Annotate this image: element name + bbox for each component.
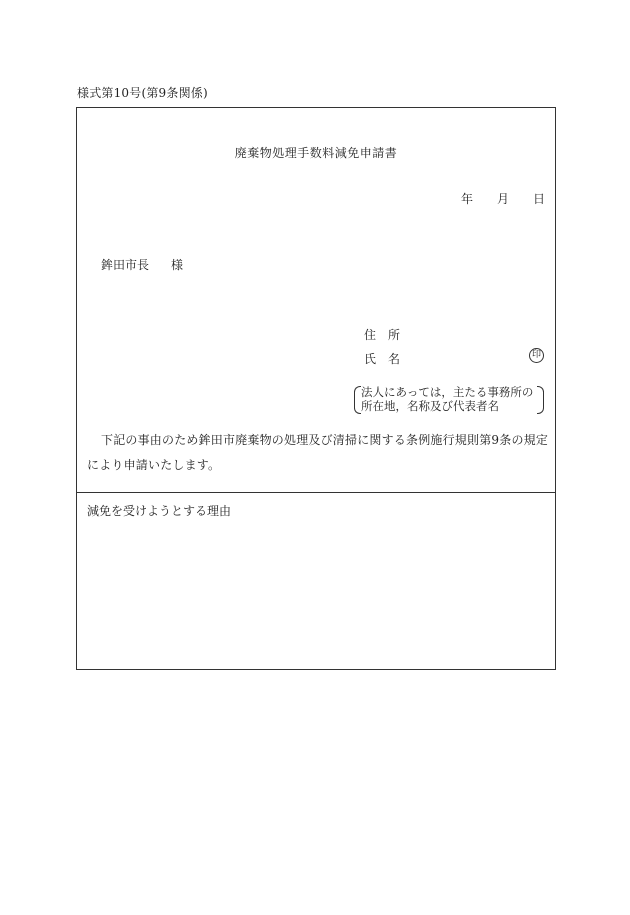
date-year-label: 年	[461, 192, 474, 206]
seal-mark: 印	[529, 348, 544, 363]
section-divider	[77, 492, 555, 493]
bracket-right	[537, 386, 544, 414]
form-number: 様式第10号(第9条関係)	[77, 86, 208, 100]
statement-line-2: により申請いたします。	[87, 458, 221, 472]
application-form	[76, 107, 556, 670]
name-label: 氏 名	[364, 352, 401, 366]
corporation-note-line-1: 法人にあっては，主たる事務所の	[361, 385, 534, 399]
reason-label: 減免を受けようとする理由	[87, 504, 232, 518]
corporation-note	[354, 385, 544, 413]
statement-line-1: 下記の事由のため鉾田市廃棄物の処理及び清掃に関する条例施行規則第9条の規定	[101, 433, 549, 447]
addressee-name: 鉾田市長	[101, 258, 150, 272]
address-label: 住 所	[364, 328, 401, 342]
application-statement	[87, 428, 549, 478]
bracket-left	[354, 386, 361, 414]
date-month-label: 月	[497, 192, 510, 206]
addressee-honorific: 様	[171, 258, 184, 272]
date-day-label: 日	[533, 192, 546, 206]
addressee	[101, 256, 183, 273]
document-title: 廃棄物処理手数料減免申請書	[234, 146, 398, 160]
corporation-note-line-2: 所在地，名称及び代表者名	[361, 399, 499, 413]
